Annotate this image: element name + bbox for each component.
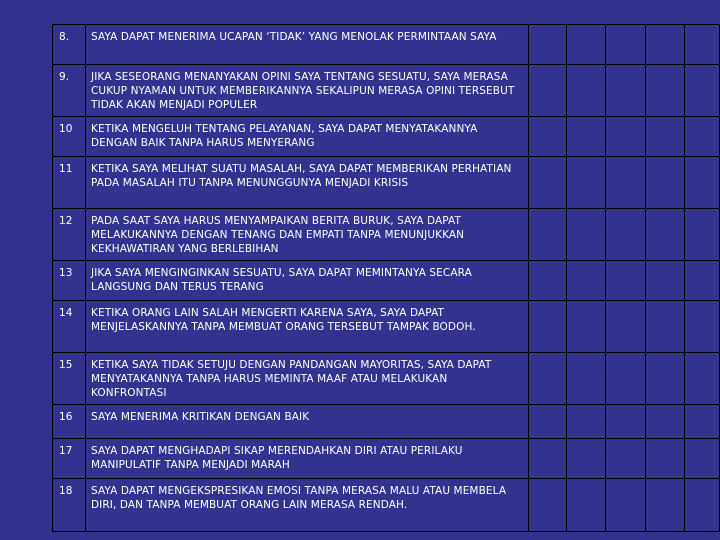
answer-cell[interactable] — [529, 65, 567, 117]
answer-cell[interactable] — [646, 479, 685, 532]
table-row — [53, 65, 720, 117]
statement-text: SAYA DAPAT MENERIMA UCAPAN ‘TIDAK’ YANG MENOLAK PERMINTAAN SAYA — [86, 25, 529, 65]
table-row — [53, 117, 720, 157]
table-row — [53, 479, 720, 532]
table-row — [53, 157, 720, 209]
table-row — [53, 209, 720, 261]
answer-cell[interactable] — [606, 25, 646, 65]
statement-text: KETIKA SAYA MELIHAT SUATU MASALAH, SAYA DAPAT MEMBERIKAN PERHATIAN PADA MASALAH ITU TANPA MENUNGGUNYA MENJADI KRISIS — [86, 157, 529, 209]
answer-cell[interactable] — [685, 479, 720, 532]
statement-text: SAYA DAPAT MENGEKSPRESIKAN EMOSI TANPA MERASA MALU ATAU MEMBELA DIRI, DAN TANPA MEMBUAT ORANG LAIN MERASA RENDAH. — [86, 479, 529, 532]
answer-cell[interactable] — [646, 25, 685, 65]
row-number: 16 — [53, 405, 86, 439]
statement-text: KETIKA ORANG LAIN SALAH MENGERTI KARENA SAYA, SAYA DAPAT MENJELASKANNYA TANPA MEMBUAT ORANG TERSEBUT TAMPAK BODOH. — [86, 301, 529, 353]
row-number: 17 — [53, 439, 86, 479]
row-number: 9. — [53, 65, 86, 117]
row-number: 18 — [53, 479, 86, 532]
answer-cell[interactable] — [567, 301, 606, 353]
answer-cell[interactable] — [529, 261, 567, 301]
statement-text: KETIKA MENGELUH TENTANG PELAYANAN, SAYA DAPAT MENYATAKANNYA DENGAN BAIK TANPA HARUS MENYERANG — [86, 117, 529, 157]
answer-cell[interactable] — [567, 117, 606, 157]
row-number: 10 — [53, 117, 86, 157]
answer-cell[interactable] — [646, 209, 685, 261]
answer-cell[interactable] — [606, 405, 646, 439]
answer-cell[interactable] — [567, 157, 606, 209]
answer-cell[interactable] — [646, 65, 685, 117]
answer-cell[interactable] — [685, 405, 720, 439]
answer-cell[interactable] — [646, 157, 685, 209]
answer-cell[interactable] — [685, 439, 720, 479]
answer-cell[interactable] — [646, 117, 685, 157]
row-number: 8. — [53, 25, 86, 65]
statement-text: JIKA SAYA MENGINGINKAN SESUATU, SAYA DAPAT MEMINTANYA SECARA LANGSUNG DAN TERUS TERANG — [86, 261, 529, 301]
answer-cell[interactable] — [529, 25, 567, 65]
answer-cell[interactable] — [529, 405, 567, 439]
statement-text: JIKA SESEORANG MENANYAKAN OPINI SAYA TENTANG SESUATU, SAYA MERASA CUKUP NYAMAN UNTUK MEMBERIKANNYA SEKALIPUN MERASA OPINI TERSEBUT TIDAK AKAN MENJADI POPULER — [86, 65, 529, 117]
row-number: 15 — [53, 353, 86, 405]
answer-cell[interactable] — [606, 261, 646, 301]
answer-cell[interactable] — [567, 25, 606, 65]
answer-cell[interactable] — [567, 65, 606, 117]
row-number: 13 — [53, 261, 86, 301]
answer-cell[interactable] — [606, 479, 646, 532]
table-row — [53, 25, 720, 65]
answer-cell[interactable] — [529, 479, 567, 532]
answer-cell[interactable] — [567, 353, 606, 405]
answer-cell[interactable] — [529, 209, 567, 261]
row-number: 14 — [53, 301, 86, 353]
answer-cell[interactable] — [529, 353, 567, 405]
answer-cell[interactable] — [606, 117, 646, 157]
answer-cell[interactable] — [606, 353, 646, 405]
answer-cell[interactable] — [685, 65, 720, 117]
answer-cell[interactable] — [567, 261, 606, 301]
answer-cell[interactable] — [606, 157, 646, 209]
table-row — [53, 301, 720, 353]
answer-cell[interactable] — [529, 301, 567, 353]
answer-cell[interactable] — [529, 117, 567, 157]
answer-cell[interactable] — [646, 353, 685, 405]
answer-cell[interactable] — [567, 479, 606, 532]
answer-cell[interactable] — [567, 405, 606, 439]
table-row — [53, 353, 720, 405]
statement-text: SAYA DAPAT MENGHADAPI SIKAP MERENDAHKAN DIRI ATAU PERILAKU MANIPULATIF TANPA MENJADI MARAH — [86, 439, 529, 479]
table-row — [53, 439, 720, 479]
answer-cell[interactable] — [685, 25, 720, 65]
table-row — [53, 261, 720, 301]
answer-cell[interactable] — [685, 157, 720, 209]
answer-cell[interactable] — [685, 301, 720, 353]
answer-cell[interactable] — [646, 301, 685, 353]
answer-cell[interactable] — [567, 209, 606, 261]
answer-cell[interactable] — [685, 261, 720, 301]
answer-cell[interactable] — [685, 353, 720, 405]
answer-cell[interactable] — [685, 209, 720, 261]
answer-cell[interactable] — [606, 65, 646, 117]
answer-cell[interactable] — [606, 439, 646, 479]
answer-cell[interactable] — [567, 439, 606, 479]
statement-text: PADA SAAT SAYA HARUS MENYAMPAIKAN BERITA BURUK, SAYA DAPAT MELAKUKANNYA DENGAN TENANG DAN EMPATI TANPA MENUNJUKKAN KEKHAWATIRAN YANG BERLEBIHAN — [86, 209, 529, 261]
table-row — [53, 405, 720, 439]
row-number: 11 — [53, 157, 86, 209]
questionnaire-table — [52, 24, 720, 532]
statement-text: SAYA MENERIMA KRITIKAN DENGAN BAIK — [86, 405, 529, 439]
answer-cell[interactable] — [646, 439, 685, 479]
answer-cell[interactable] — [685, 117, 720, 157]
answer-cell[interactable] — [606, 301, 646, 353]
answer-cell[interactable] — [529, 157, 567, 209]
statement-text: KETIKA SAYA TIDAK SETUJU DENGAN PANDANGAN MAYORITAS, SAYA DAPAT MENYATAKANNYA TANPA HARUS MEMINTA MAAF ATAU MELAKUKAN KONFRONTASI — [86, 353, 529, 405]
row-number: 12 — [53, 209, 86, 261]
answer-cell[interactable] — [646, 261, 685, 301]
answer-cell[interactable] — [529, 439, 567, 479]
answer-cell[interactable] — [606, 209, 646, 261]
answer-cell[interactable] — [646, 405, 685, 439]
